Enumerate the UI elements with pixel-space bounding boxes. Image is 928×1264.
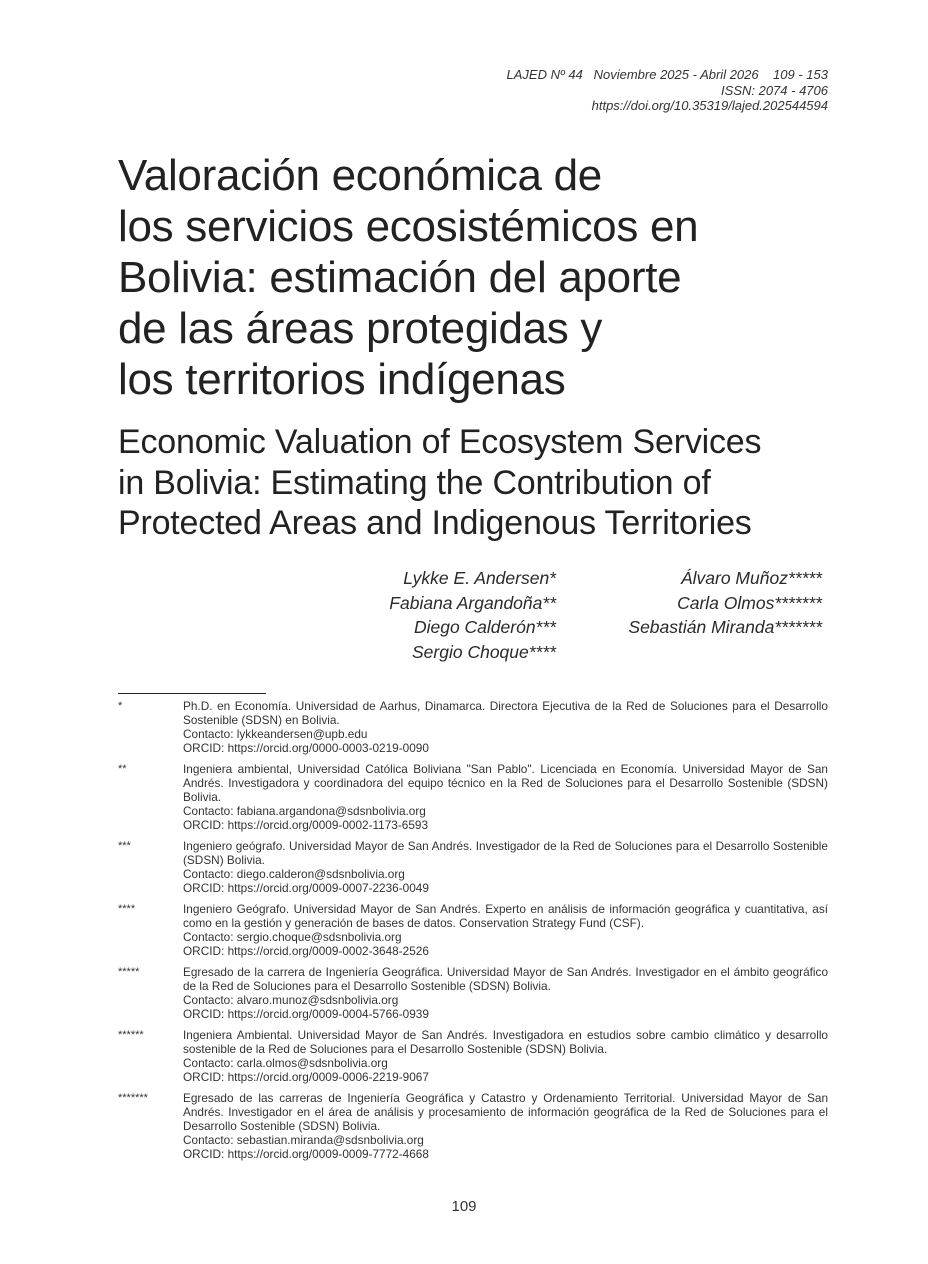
authors-column-right xyxy=(628,566,822,640)
title-es-line: Valoración económica de xyxy=(118,151,602,200)
footnote xyxy=(118,1091,828,1161)
footnote-mark: ******* xyxy=(118,1092,148,1104)
author-name: Carla Olmos******* xyxy=(677,592,822,613)
footnote-body xyxy=(183,762,828,832)
footnote-orcid[interactable]: ORCID: https://orcid.org/0009-0004-5766-0939 xyxy=(183,1007,429,1021)
footnote xyxy=(118,699,828,755)
footnote-body xyxy=(183,839,828,895)
title-es-line: los territorios indígenas xyxy=(118,355,566,404)
footnote-text: Ingeniero Geógrafo. Universidad Mayor de San Andrés. Experto en análisis de información geográfica y cuantitativa, así como en la gestión y generación de bases de datos. Conservation Strategy Fund (CSF). xyxy=(183,902,828,930)
author-name: Fabiana Argandoña** xyxy=(389,592,556,613)
footnote-body xyxy=(183,699,828,755)
journal-line: LAJED Nº 44 Noviembre 2025 - Abril 2026 109 - 153 xyxy=(506,67,828,82)
title-es-line: Bolivia: estimación del aporte xyxy=(118,253,682,302)
title-en-line: in Bolivia: Estimating the Contribution of xyxy=(118,463,711,502)
author-name: Sebastián Miranda******* xyxy=(628,617,822,637)
footnote-body xyxy=(183,1028,828,1084)
footnote-contact[interactable]: Contacto: diego.calderon@sdsnbolivia.org xyxy=(183,867,405,881)
footnote-text: Ingeniera ambiental, Universidad Católica Boliviana "San Pablo". Licenciada en Economía. Universidad Mayor de San Andrés. Investigadora y coordinadora del equipo técnico en la Red de Soluciones para el Desarrollo Sostenible (SDSN) Bolivia. xyxy=(183,762,828,804)
title-en-line: Protected Areas and Indigenous Territories xyxy=(118,504,752,542)
footnote-body xyxy=(183,902,828,958)
title-es-line: los servicios ecosistémicos en xyxy=(118,202,699,251)
title-es-line: de las áreas protegidas y xyxy=(118,304,603,353)
footnote-orcid[interactable]: ORCID: https://orcid.org/0009-0002-1173-6593 xyxy=(183,818,429,832)
author-name: Lykke E. Andersen* xyxy=(403,568,556,588)
title-spanish xyxy=(118,150,838,405)
doi-link[interactable]: https://doi.org/10.35319/lajed.202544594 xyxy=(591,98,828,113)
footnote-contact[interactable]: Contacto: sergio.choque@sdsnbolivia.org xyxy=(183,930,402,944)
footnote xyxy=(118,839,828,895)
author-name: Álvaro Muñoz***** xyxy=(680,568,822,588)
footnote-orcid[interactable]: ORCID: https://orcid.org/0009-0007-2236-0049 xyxy=(183,881,429,895)
footnote-mark: **** xyxy=(118,903,136,915)
footnote-mark: ****** xyxy=(118,1029,144,1041)
footnote-orcid[interactable]: ORCID: https://orcid.org/0009-0009-7772-4668 xyxy=(183,1147,429,1161)
authors-column-left xyxy=(389,566,556,664)
footnote-mark: * xyxy=(118,700,123,712)
footnote xyxy=(118,762,828,832)
footnote-orcid[interactable]: ORCID: https://orcid.org/0009-0006-2219-9067 xyxy=(183,1070,429,1084)
footnote-contact[interactable]: Contacto: sebastian.miranda@sdsnbolivia.org xyxy=(183,1133,424,1147)
footnote xyxy=(118,1028,828,1084)
footnote xyxy=(118,965,828,1021)
footnote-text: Ingeniera Ambiental. Universidad Mayor de San Andrés. Investigadora en estudios sobre cambio climático y desarrollo sostenible de la Red de Soluciones para el Desarrollo Sostenible (SDSN) Bolivia. xyxy=(183,1028,828,1056)
footnote-mark: ***** xyxy=(118,966,140,978)
footnote-mark: ** xyxy=(118,763,127,775)
footnote-text: Egresado de la carrera de Ingeniería Geográfica. Universidad Mayor de San Andrés. Investigador en el ámbito geográfico de la Red de Soluciones para el Desarrollo Sostenible (SDSN) Bolivia. xyxy=(183,965,828,993)
footnote-divider xyxy=(118,693,266,694)
author-name: Diego Calderón*** xyxy=(413,617,556,637)
footnote-text: Egresado de las carreras de Ingeniería Geográfica y Catastro y Ordenamiento Territorial. Universidad Mayor de San Andrés. Investigador en el área de análisis y procesamiento de información geográfica de la Red de Soluciones para el Desarrollo Sostenible (SDSN) Bolivia. xyxy=(183,1091,828,1133)
title-english xyxy=(118,422,838,544)
footnote-mark: *** xyxy=(118,840,131,852)
footnote-body xyxy=(183,965,828,1021)
footnote-contact[interactable]: Contacto: lykkeandersen@upb.edu xyxy=(183,727,368,741)
footnote-contact[interactable]: Contacto: carla.olmos@sdsnbolivia.org xyxy=(183,1056,388,1070)
footnote-text: Ingeniero geógrafo. Universidad Mayor de San Andrés. Investigador de la Red de Soluciones para el Desarrollo Sostenible (SDSN) Bolivia. xyxy=(183,839,828,867)
footnote-body xyxy=(183,1091,828,1161)
footnote-contact[interactable]: Contacto: fabiana.argandona@sdsnbolivia.org xyxy=(183,804,426,818)
page-number: 109 xyxy=(451,1198,477,1215)
title-en-line: Economic Valuation of Ecosystem Services xyxy=(118,423,762,461)
footnote-text: Ph.D. en Economía. Universidad de Aarhus, Dinamarca. Directora Ejecutiva de la Red de Soluciones para el Desarrollo Sostenible (SDSN) en Bolivia. xyxy=(183,699,828,727)
journal-header xyxy=(507,67,829,114)
footnote-orcid[interactable]: ORCID: https://orcid.org/0009-0002-3648-2526 xyxy=(183,944,429,958)
footnote-orcid[interactable]: ORCID: https://orcid.org/0000-0003-0219-0090 xyxy=(183,741,429,755)
footnotes xyxy=(118,699,828,1168)
issn: ISSN: 2074 - 4706 xyxy=(721,82,828,98)
footnote xyxy=(118,902,828,958)
author-name: Sergio Choque**** xyxy=(412,641,556,662)
footnote-contact[interactable]: Contacto: alvaro.munoz@sdsnbolivia.org xyxy=(183,993,399,1007)
